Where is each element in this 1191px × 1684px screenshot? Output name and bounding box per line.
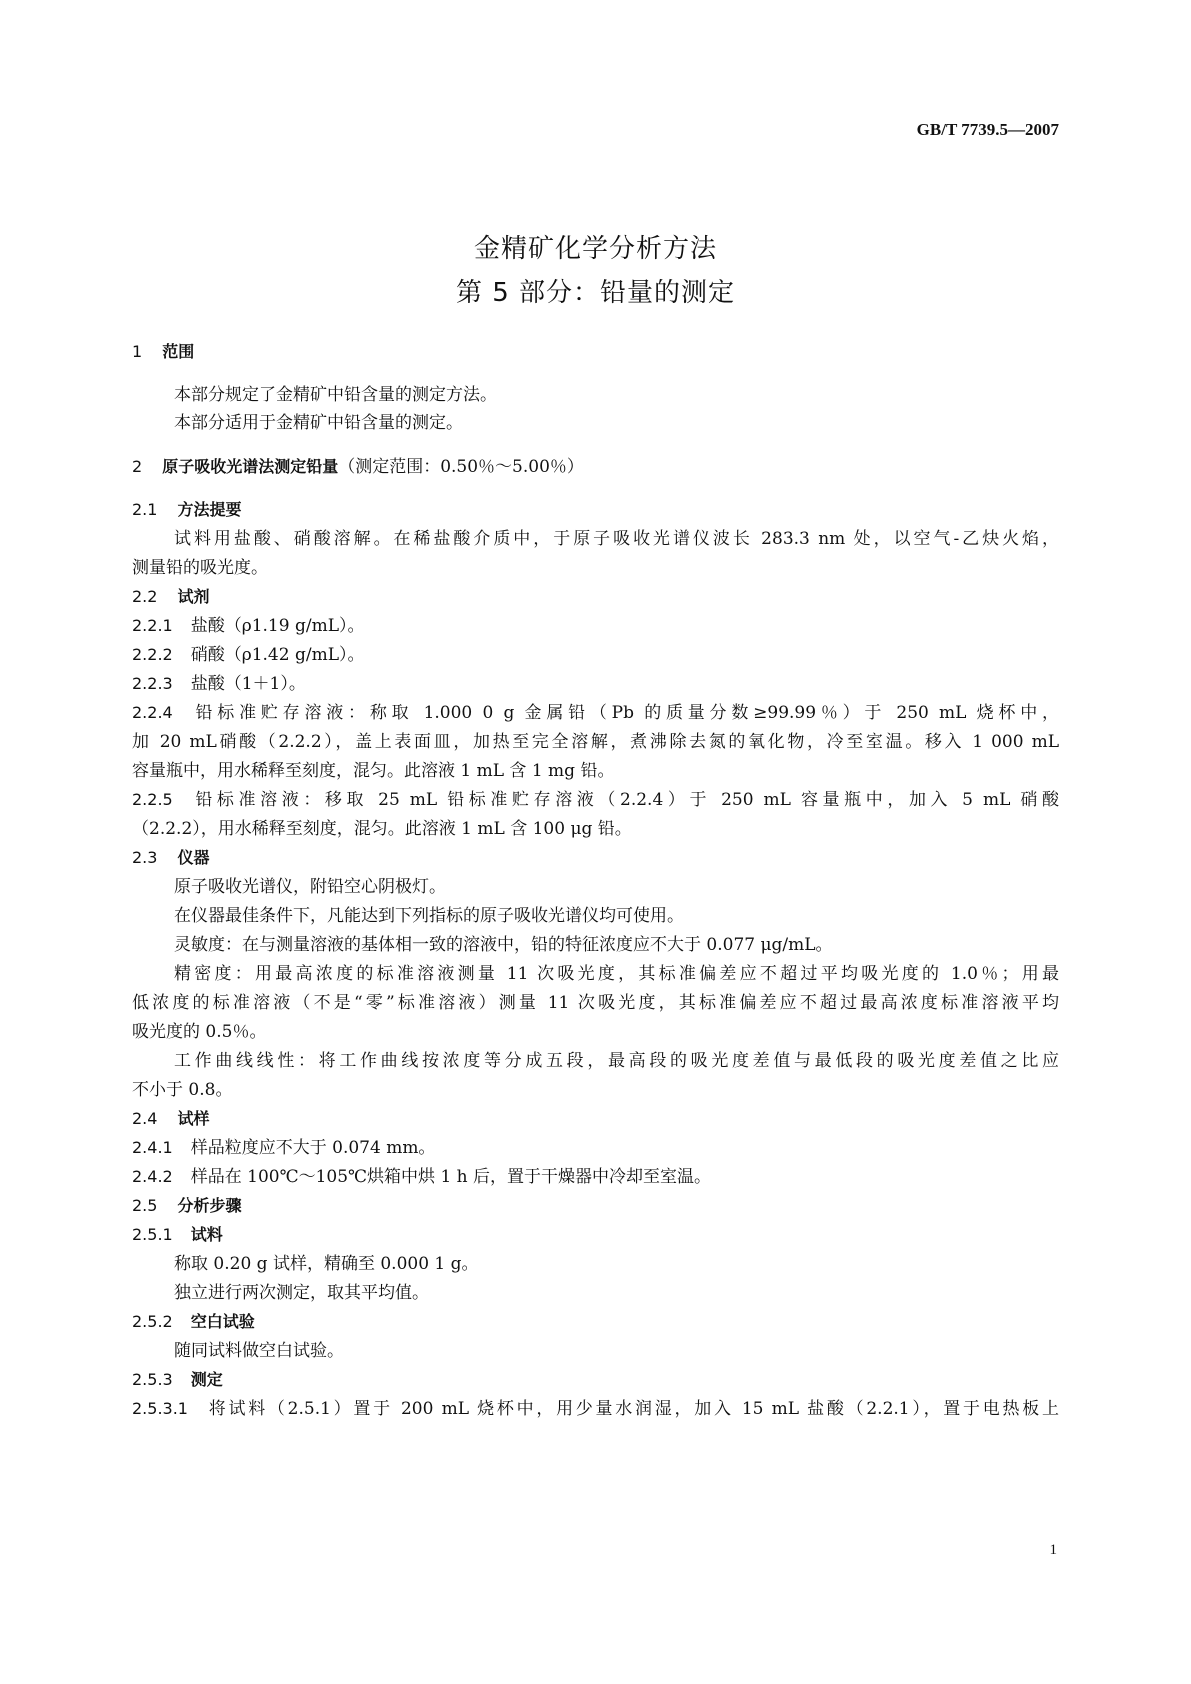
paragraph: 吸光度的 0.5％。 bbox=[132, 1022, 267, 1042]
section-title: 方法提要 bbox=[177, 500, 242, 519]
section-2-5-3-heading bbox=[132, 1368, 1059, 1392]
paragraph: 随同试料做空白试验。 bbox=[174, 1341, 344, 1361]
section-number: 2.4 bbox=[132, 1109, 158, 1128]
section-number: 2.5.1 bbox=[132, 1225, 173, 1244]
paragraph: 加 20 mL硝酸（2.2.2），盖上表面皿，加热至完全溶解，煮沸除去氮的氧化物，冷至室温。移入 1 000 mL bbox=[132, 732, 1059, 752]
section-title: 试样 bbox=[177, 1109, 210, 1128]
item-number: 2.4.1 bbox=[132, 1138, 173, 1157]
section-title: 试剂 bbox=[177, 587, 210, 606]
paragraph: 原子吸收光谱仪，附铅空心阴极灯。 bbox=[174, 877, 446, 897]
item-text: 铅标准溶液：移取 25 mL 铅标准贮存溶液（2.2.4）于 250 mL 容量瓶中，加入 5 mL 硝酸 bbox=[190, 790, 1059, 810]
paragraph: 精密度：用最高浓度的标准溶液测量 11 次吸光度，其标准偏差应不超过平均吸光度的 1.0％；用最 bbox=[174, 964, 1059, 984]
item-text: 硝酸（ρ1.42 g/mL）。 bbox=[190, 645, 365, 665]
paragraph: 灵敏度：在与测量溶液的基体相一致的溶液中，铅的特征浓度应不大于 0.077 μg/mL。 bbox=[174, 935, 833, 955]
document-title: 金精矿化学分析方法 bbox=[473, 234, 717, 264]
section-number: 2.5.2 bbox=[132, 1312, 173, 1331]
item-number: 2.2.1 bbox=[132, 616, 173, 635]
item-text: 铅标准贮存溶液：称取 1.000 0 g 金属铅（Pb 的质量分数≥99.99％）于 250 mL 烧杯中， bbox=[190, 703, 1059, 723]
item-text: 盐酸（ρ1.19 g/mL）。 bbox=[190, 616, 365, 636]
section-2-5-heading bbox=[132, 1194, 1059, 1218]
paragraph: 低浓度的标准溶液（不是“零”标准溶液）测量 11 次吸光度，其标准偏差应不超过最高浓度标准溶液平均 bbox=[132, 993, 1059, 1013]
reagent-item bbox=[132, 643, 1059, 667]
section-2-heading bbox=[132, 455, 1059, 479]
document-subtitle: 第 5 部分：铅量的测定 bbox=[455, 278, 736, 308]
section-number: 2.5.3 bbox=[132, 1370, 173, 1389]
reagent-item bbox=[132, 701, 1059, 725]
page-number: 1 bbox=[1049, 1542, 1057, 1558]
section-number: 2 bbox=[132, 457, 143, 476]
sample-item bbox=[132, 1165, 1059, 1189]
section-number: 2.5 bbox=[132, 1196, 158, 1215]
section-number: 2.3 bbox=[132, 848, 158, 867]
paragraph: 独立进行两次测定，取其平均值。 bbox=[174, 1283, 429, 1303]
paragraph: 试料用盐酸、硝酸溶解。在稀盐酸介质中，于原子吸收光谱仪波长 283.3 nm 处，以空气-乙炔火焰， bbox=[174, 529, 1059, 549]
section-number: 2.2 bbox=[132, 587, 158, 606]
sample-item bbox=[132, 1136, 1059, 1160]
item-number: 2.2.2 bbox=[132, 645, 173, 664]
section-title: 范围 bbox=[162, 342, 195, 361]
section-number: 2.1 bbox=[132, 500, 158, 519]
section-title: 仪器 bbox=[177, 848, 210, 867]
section-2-2-heading bbox=[132, 585, 1059, 609]
section-2-3-heading bbox=[132, 846, 1059, 870]
section-title: 分析步骤 bbox=[177, 1196, 242, 1215]
section-2-4-heading bbox=[132, 1107, 1059, 1131]
item-number: 2.2.5 bbox=[132, 790, 173, 809]
paragraph: 容量瓶中，用水稀释至刻度，混匀。此溶液 1 mL 含 1 mg 铅。 bbox=[132, 761, 615, 781]
section-2-5-1-heading bbox=[132, 1223, 1059, 1247]
paragraph: 工作曲线线性：将工作曲线按浓度等分成五段，最高段的吸光度差值与最低段的吸光度差值之比应 bbox=[174, 1051, 1059, 1071]
item-number: 2.5.3.1 bbox=[132, 1399, 188, 1418]
item-number: 2.4.2 bbox=[132, 1167, 173, 1186]
section-title: 空白试验 bbox=[190, 1312, 255, 1331]
item-text: 将试料（2.5.1）置于 200 mL 烧杯中，用少量水润湿，加入 15 mL 盐酸（2.2.1），置于电热板上 bbox=[205, 1399, 1059, 1419]
item-number: 2.2.3 bbox=[132, 674, 173, 693]
measurement-range: （测定范围：0.50％～5.00％） bbox=[338, 457, 584, 477]
reagent-item bbox=[132, 614, 1059, 638]
section-2-5-2-heading bbox=[132, 1310, 1059, 1334]
standard-code: GB/T 7739.5—2007 bbox=[916, 120, 1059, 139]
item-text: 样品在 100℃～105℃烘箱中烘 1 h 后，置于干燥器中冷却至室温。 bbox=[190, 1167, 712, 1187]
section-number: 1 bbox=[132, 342, 143, 361]
item-number: 2.2.4 bbox=[132, 703, 173, 722]
item-text: 盐酸（1＋1）。 bbox=[190, 674, 306, 694]
paragraph: 在仪器最佳条件下，凡能达到下列指标的原子吸收光谱仪均可使用。 bbox=[174, 906, 684, 926]
paragraph: 称取 0.20 g 试样，精确至 0.000 1 g。 bbox=[174, 1254, 479, 1274]
section-title: 原子吸收光谱法测定铅量 bbox=[162, 457, 339, 476]
paragraph: （2.2.2），用水稀释至刻度，混匀。此溶液 1 mL 含 100 μg 铅。 bbox=[132, 819, 632, 839]
section-title: 试料 bbox=[190, 1225, 223, 1244]
section-1-heading bbox=[132, 340, 1059, 364]
section-title: 测定 bbox=[190, 1370, 223, 1389]
section-2-1-heading bbox=[132, 498, 1059, 522]
reagent-item bbox=[132, 672, 1059, 696]
item-text: 样品粒度应不大于 0.074 mm。 bbox=[190, 1138, 436, 1158]
paragraph: 测量铅的吸光度。 bbox=[132, 558, 268, 578]
paragraph: 本部分适用于金精矿中铅含量的测定。 bbox=[174, 413, 463, 433]
procedure-item bbox=[132, 1397, 1059, 1421]
reagent-item bbox=[132, 788, 1059, 812]
paragraph: 不小于 0.8。 bbox=[132, 1080, 233, 1100]
paragraph: 本部分规定了金精矿中铅含量的测定方法。 bbox=[174, 385, 497, 405]
